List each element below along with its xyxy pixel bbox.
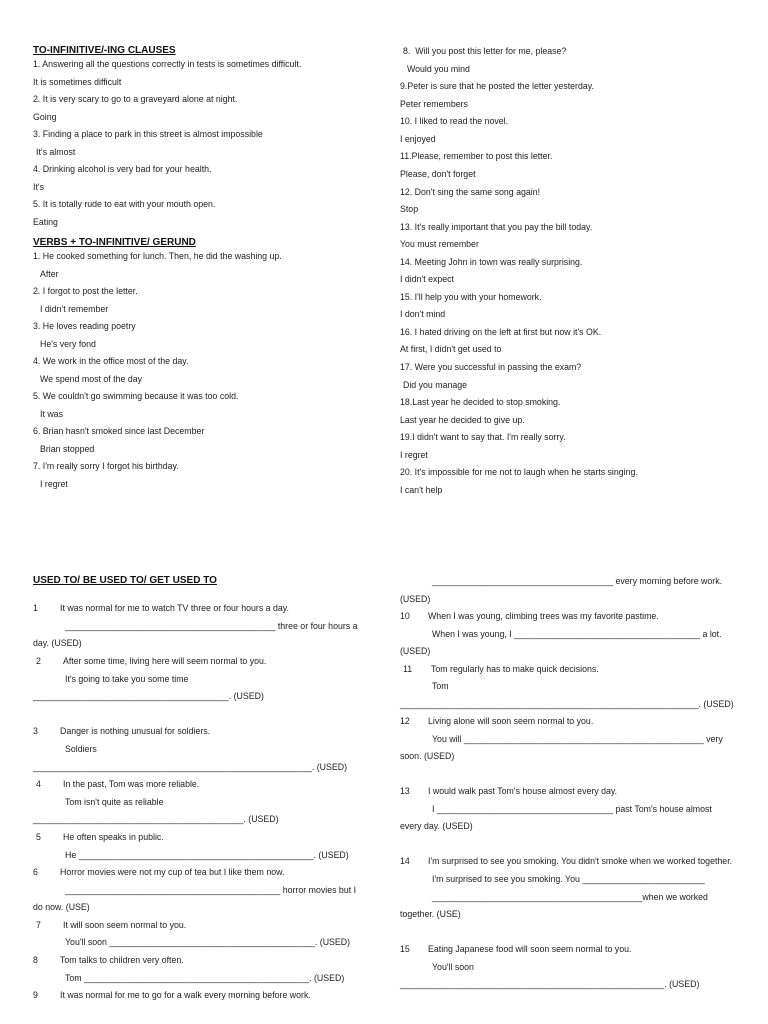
- prompt-text: When I was young, climbing trees was my favorite pastime.: [428, 611, 659, 622]
- answer-line: Tom ______________________________________________. (USED): [65, 972, 345, 983]
- exercise-prompt: [400, 783, 734, 801]
- prompt-text: He often speaks in public.: [63, 831, 164, 842]
- answer-line: He ________________________________________________. (USED): [65, 849, 349, 860]
- answer-starter: Last year he decided to give up.: [400, 414, 525, 425]
- item-number: 8: [33, 955, 38, 966]
- answer-line: Soldiers: [65, 743, 97, 754]
- section-2-items-left: [33, 248, 282, 493]
- exercise-prompt: [33, 952, 358, 970]
- answer-line: Tom: [432, 681, 449, 692]
- prompt-text: Horror movies were not my cup of tea but I like them now.: [60, 867, 285, 878]
- exercise-prompt: 14. Meeting John in town was really surprising.: [400, 256, 583, 267]
- exercise-prompt: 3. He loves reading poetry: [33, 321, 136, 332]
- exercise-prompt: [33, 987, 358, 1005]
- answer-starter: At first, I didn't get used to: [400, 344, 502, 355]
- exercise-prompt: 16. I hated driving on the left at first but now it's OK.: [400, 326, 602, 337]
- prompt-text: It was normal for me to watch TV three or four hours a day.: [60, 603, 289, 614]
- prompt-text: In the past, Tom was more reliable.: [63, 779, 200, 790]
- exercise-prompt: [400, 713, 734, 731]
- answer-starter: After: [40, 268, 59, 279]
- answer-line: When I was young, I ______________________________________ a lot.: [432, 628, 722, 639]
- prompt-text: Danger is nothing unusual for soldiers.: [60, 726, 211, 737]
- answer-line: ___________________________________________when we worked: [432, 891, 708, 902]
- answer-line: ______________________________________________________. (USED): [400, 979, 700, 990]
- prompt-text: Tom regularly has to make quick decisions.: [431, 663, 599, 674]
- answer-starter: I regret: [400, 449, 428, 460]
- exercise-prompt: [400, 608, 734, 626]
- answer-line: I'm surprised to see you smoking. You _________________________: [432, 874, 705, 884]
- answer-starter: I didn't expect: [400, 274, 455, 285]
- exercise-prompt: 7. I'm really sorry I forgot his birthday.: [33, 461, 179, 472]
- exercise-prompt: 5. It is totally rude to eat with your mouth open.: [33, 199, 216, 210]
- answer-starter: It's almost: [36, 146, 76, 157]
- answer-line: _____________________________________ every morning before work.: [432, 576, 723, 587]
- exercise-prompt: [33, 864, 358, 882]
- answer-starter: Please, don't forget: [400, 169, 476, 180]
- answer-line: ________________________________________. (USED): [33, 691, 264, 702]
- answer-starter: We spend most of the day: [40, 373, 143, 384]
- exercise-prompt: 8. Will you post this letter for me, please?: [403, 46, 567, 57]
- exercise-prompt: [33, 600, 358, 618]
- exercise-prompt: 19.I didn't want to say that. I'm really sorry.: [400, 432, 566, 443]
- prompt-text: It was normal for me to go for a walk every morning before work.: [60, 990, 311, 1001]
- answer-line: ___________________________________________ three or four hours a: [65, 620, 358, 631]
- exercise-prompt: 12. Don't sing the same song again!: [400, 186, 541, 197]
- answer-starter: Eating: [33, 216, 58, 227]
- answer-starter: Going: [33, 111, 57, 122]
- answer-line: It's going to take you some time: [65, 673, 189, 684]
- answer-line: You will _________________________________________________ very: [432, 733, 723, 744]
- section-title: USED TO/ BE USED TO/ GET USED TO: [33, 575, 217, 586]
- prompt-text: Tom talks to children very often.: [60, 955, 184, 966]
- prompt-text: Living alone will soon seem normal to you.: [428, 716, 594, 727]
- answer-line: (USED): [400, 646, 431, 657]
- answer-starter: Stop: [400, 204, 419, 215]
- item-number: 2: [36, 655, 41, 666]
- answer-starter: Did you manage: [403, 379, 468, 390]
- section-3-items-right: [400, 573, 734, 993]
- exercise-prompt: 9.Peter is sure that he posted the letter yesterday.: [400, 81, 594, 92]
- item-number: 1: [33, 603, 38, 614]
- answer-starter: I can't help: [400, 484, 443, 495]
- answer-line: I ____________________________________ past Tom's house almost: [432, 803, 712, 814]
- exercise-prompt: 5. We couldn't go swimming because it was too cold.: [33, 391, 239, 402]
- answer-line: soon. (USED): [400, 751, 455, 762]
- answer-starter: Peter remembers: [400, 98, 468, 109]
- item-number: 14: [400, 856, 410, 867]
- exercise-prompt: 13. It's really important that you pay the bill today.: [400, 221, 593, 232]
- item-number: 9: [33, 990, 38, 1001]
- prompt-text: Eating Japanese food will soon seem normal to you.: [428, 944, 632, 955]
- exercise-prompt: 2. It is very scary to go to a graveyard alone at night.: [33, 94, 238, 105]
- exercise-prompt: 20. It's impossible for me not to laugh when he starts singing.: [400, 467, 638, 478]
- exercise-prompt: [33, 653, 358, 671]
- item-number: 6: [33, 867, 38, 878]
- exercise-prompt: [33, 776, 358, 794]
- exercise-prompt: 4. We work in the office most of the day.: [33, 356, 189, 367]
- exercise-prompt: 3. Finding a place to park in this street is almost impossible: [33, 129, 263, 140]
- answer-line: ____________________________________________ horror movies but I: [65, 884, 357, 895]
- exercise-prompt: [400, 661, 734, 679]
- answer-line: day. (USED): [33, 638, 82, 649]
- prompt-text: I would walk past Tom's house almost every day.: [428, 786, 618, 797]
- answer-starter: I didn't remember: [40, 303, 109, 314]
- answer-line: together. (USE): [400, 909, 461, 920]
- prompt-text: After some time, living here will seem normal to you.: [63, 655, 267, 666]
- exercise-prompt: [400, 853, 734, 871]
- answer-starter: It's: [33, 181, 44, 192]
- answer-line: You'll soon __________________________________________. (USED): [65, 937, 351, 948]
- exercise-prompt: 17. Were you successful in passing the exam?: [400, 362, 582, 373]
- item-number: 7: [36, 919, 41, 930]
- item-number: 15: [400, 944, 410, 955]
- item-number: 3: [33, 726, 38, 737]
- section-2-items-right: [400, 43, 638, 499]
- item-number: 13: [400, 786, 410, 797]
- section-1-items: [33, 56, 301, 231]
- item-number: 10: [400, 611, 410, 622]
- answer-starter: I enjoyed: [400, 133, 436, 144]
- answer-starter: It was: [40, 408, 63, 419]
- exercise-prompt: 2. I forgot to post the letter.: [33, 286, 138, 297]
- prompt-text: I'm surprised to see you smoking. You didn't smoke when we worked together.: [428, 856, 733, 867]
- section-3-header: [33, 574, 217, 588]
- exercise-prompt: [400, 941, 734, 959]
- exercise-prompt: 4. Drinking alcohol is very bad for your health.: [33, 164, 212, 175]
- exercise-prompt: 1. Answering all the questions correctly in tests is sometimes difficult.: [33, 59, 302, 70]
- exercise-prompt: 10. I liked to read the novel.: [400, 116, 509, 127]
- exercise-prompt: 18.Last year he decided to stop smoking.: [400, 397, 561, 408]
- item-number: 12: [400, 716, 410, 727]
- answer-line: _____________________________________________________________. (USED): [400, 698, 734, 709]
- answer-line: (USED): [400, 593, 431, 604]
- answer-line: Tom isn't quite as reliable: [65, 796, 164, 807]
- answer-starter: You must remember: [400, 239, 479, 250]
- exercise-prompt: [33, 917, 358, 935]
- answer-line: every day. (USED): [400, 821, 473, 832]
- answer-starter: It is sometimes difficult: [33, 76, 122, 87]
- exercise-prompt: [33, 723, 358, 741]
- answer-line: _________________________________________________________. (USED): [33, 761, 348, 772]
- answer-starter: Brian stopped: [40, 443, 95, 454]
- section-title: VERBS + TO-INFINITIVE/ GERUND: [33, 237, 196, 248]
- exercise-prompt: 15. I'll help you with your homework.: [400, 291, 542, 302]
- answer-starter: I don't mind: [400, 309, 446, 320]
- section-title: TO-INFINITIVE/-ING CLAUSES: [33, 45, 176, 56]
- answer-starter: Would you mind: [407, 63, 470, 74]
- exercise-prompt: 1. He cooked something for lunch. Then, he did the washing up.: [33, 251, 282, 262]
- exercise-prompt: 6. Brian hasn't smoked since last December: [33, 426, 205, 437]
- answer-line: ___________________________________________. (USED): [33, 814, 279, 825]
- item-number: 5: [36, 831, 41, 842]
- answer-line: do now. (USE): [33, 902, 90, 913]
- answer-starter: He's very fond: [40, 338, 96, 349]
- prompt-text: It will soon seem normal to you.: [63, 919, 187, 930]
- exercise-prompt: 11.Please, remember to post this letter.: [400, 151, 553, 162]
- exercise-prompt: [33, 829, 358, 847]
- item-number: 4: [36, 779, 41, 790]
- answer-line: You'll soon: [432, 961, 474, 972]
- answer-starter: I regret: [40, 478, 68, 489]
- item-number: 11: [403, 663, 413, 674]
- section-3-items-left: [33, 600, 358, 1005]
